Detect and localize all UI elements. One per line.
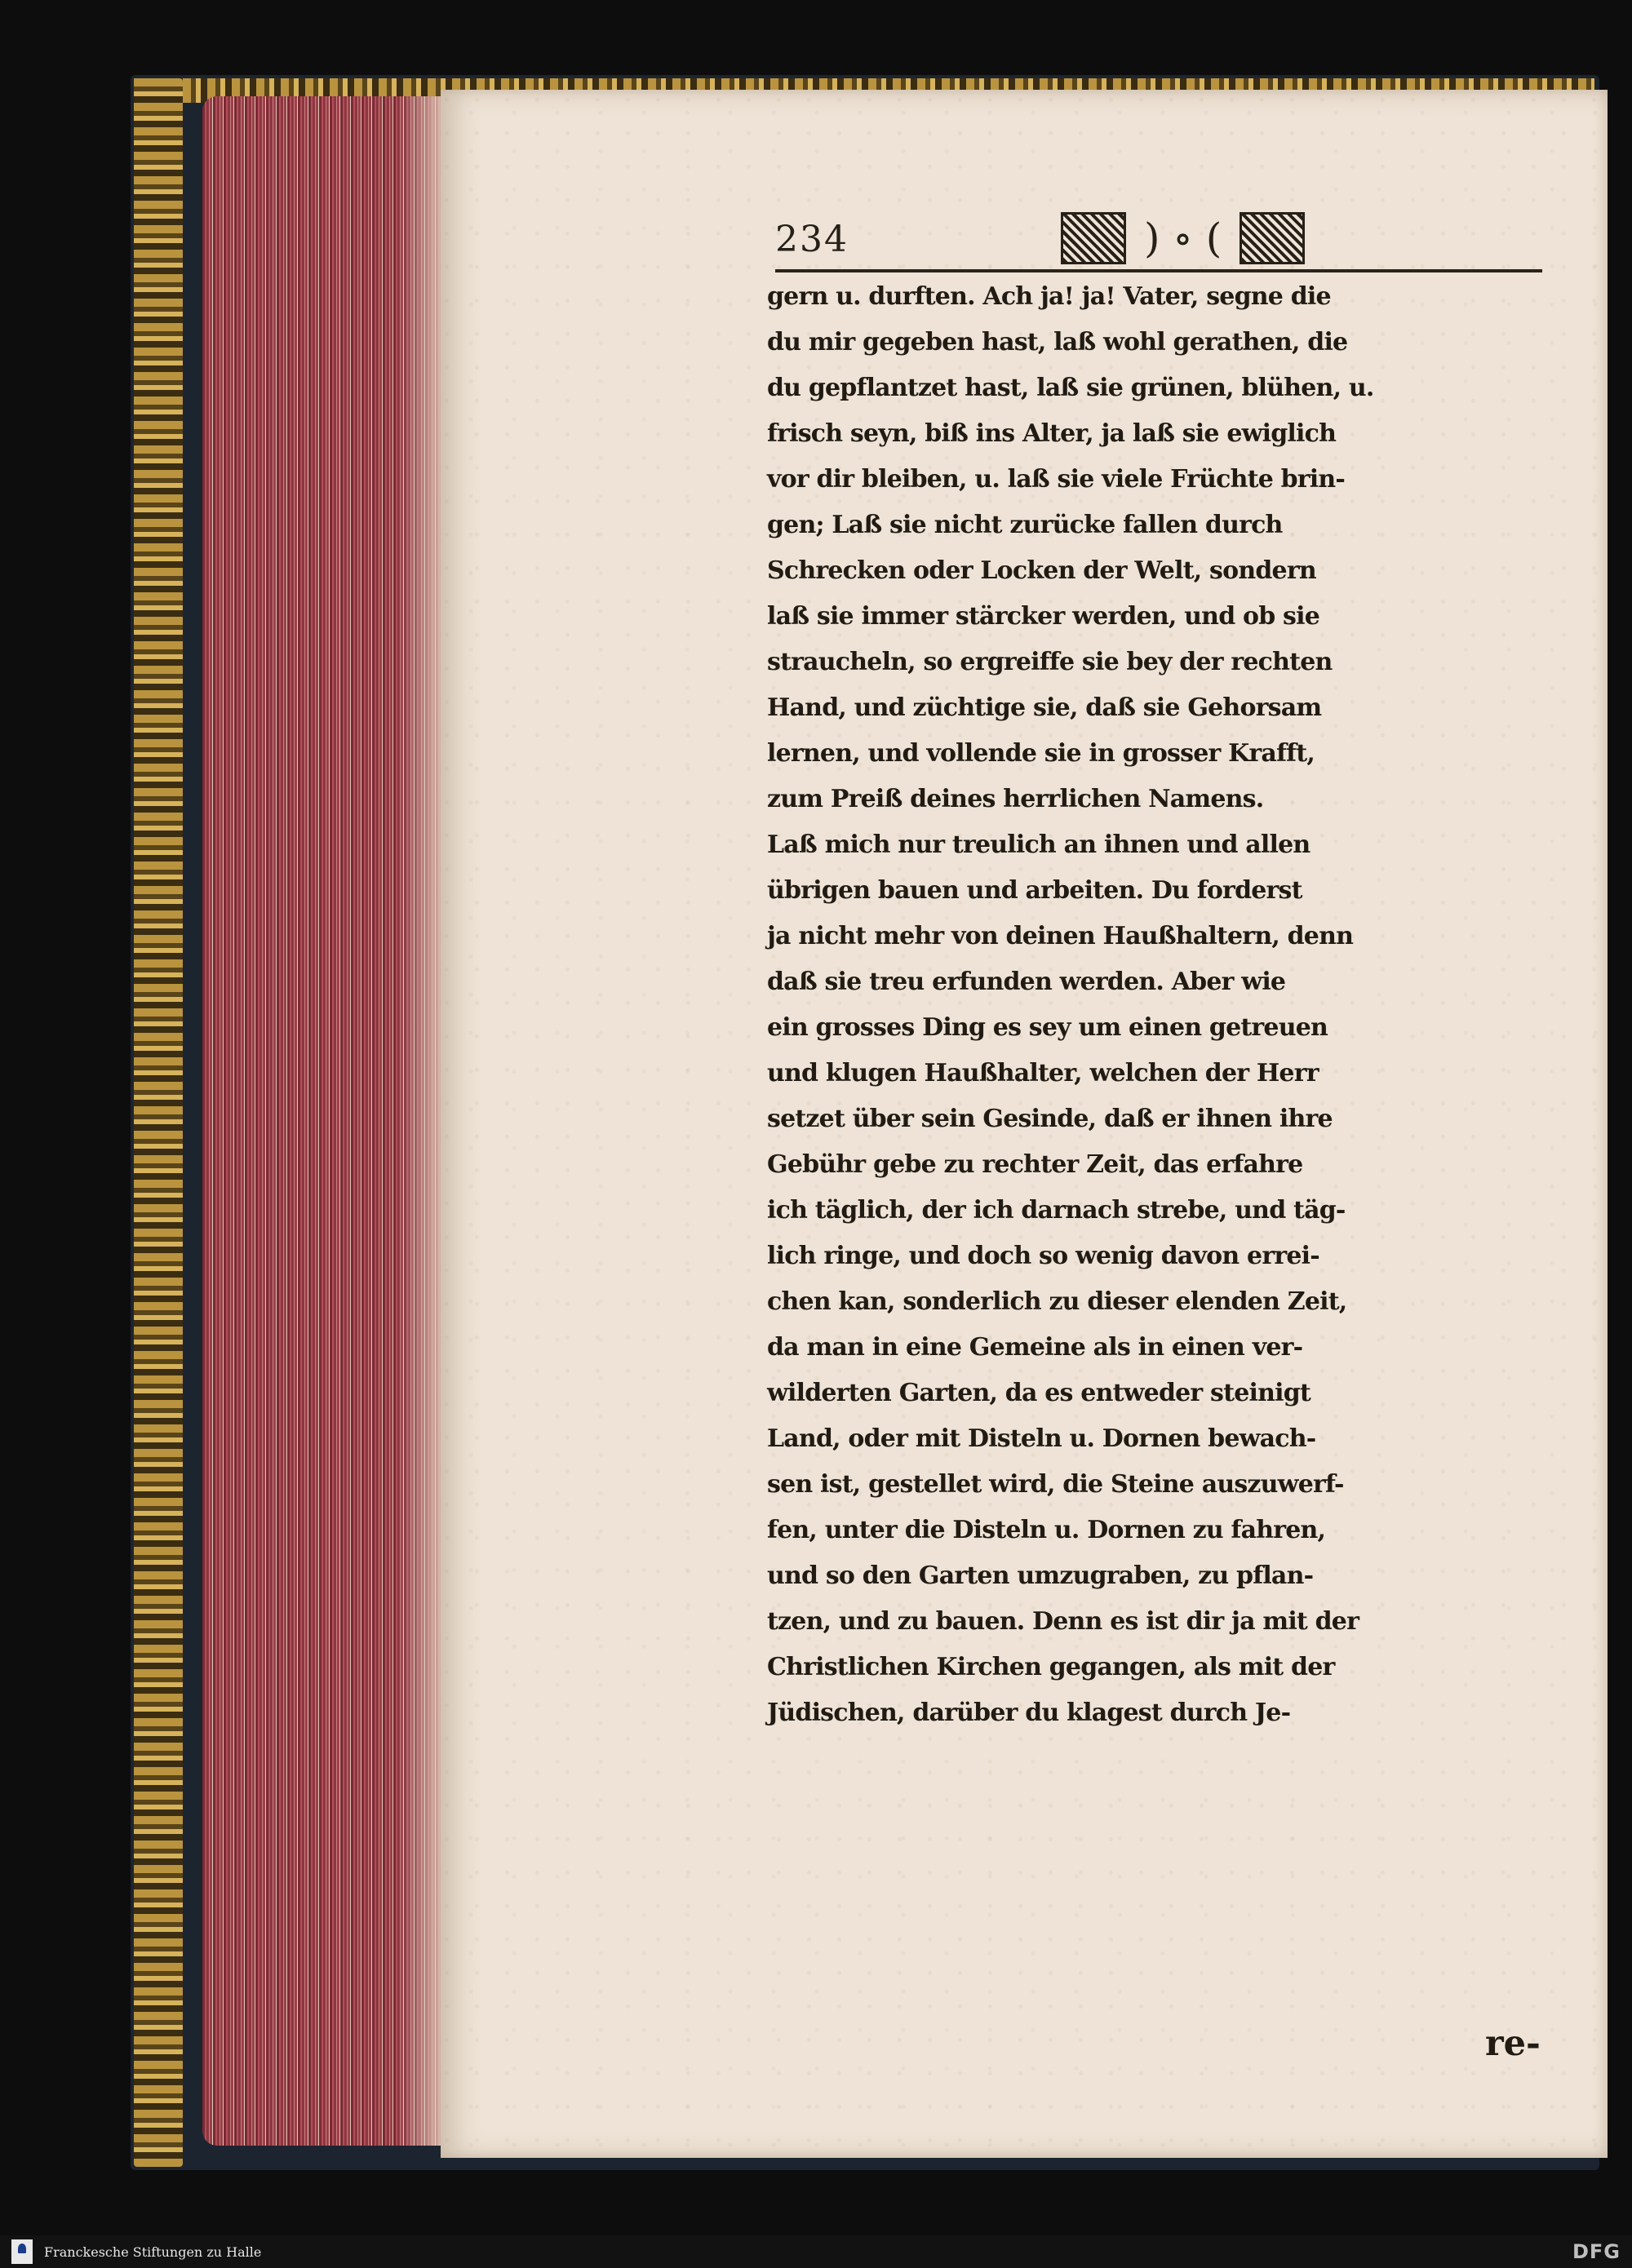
text-line: wilderten Garten, da es entweder steinigt — [767, 1379, 1310, 1407]
dfg-logo[interactable]: DFG — [1572, 2240, 1621, 2263]
text-line: zum Preiß deines herrlichen Namens. — [767, 785, 1264, 813]
text-line: lernen, und vollende sie in grosser Krafft, — [767, 739, 1315, 768]
text-line: ja nicht mehr von deinen Haußhaltern, denn — [767, 922, 1354, 950]
text-line: du gepflantzet hast, laß sie grünen, blühen, u. — [767, 374, 1374, 402]
text-line: und klugen Haußhalter, welchen der Herr — [767, 1059, 1319, 1087]
book-page — [441, 90, 1608, 2158]
text-line: fen, unter die Disteln u. Dornen zu fahren, — [767, 1516, 1326, 1544]
header-rule — [775, 269, 1542, 272]
text-line: übrigen bauen und arbeiten. Du forderst — [767, 876, 1302, 905]
text-line: da man in eine Gemeine als in einen ver- — [767, 1333, 1303, 1362]
text-line: du mir gegeben hast, laß wohl gerathen, die — [767, 328, 1348, 357]
text-line: ich täglich, der ich darnach strebe, und täg- — [767, 1196, 1346, 1225]
text-line: Gebühr gebe zu rechter Zeit, das erfahre — [767, 1150, 1303, 1179]
page-text — [767, 274, 1542, 1736]
text-line: Christlichen Kirchen gegangen, als mit der — [767, 1653, 1335, 1681]
text-line: Laß mich nur treulich an ihnen und allen — [767, 831, 1310, 859]
text-line: frisch seyn, biß ins Alter, ja laß sie ewiglich — [767, 419, 1337, 448]
text-line: sen ist, gestellet wird, die Steine auszuwerf- — [767, 1470, 1344, 1499]
text-line: chen kan, sonderlich zu dieser elenden Zeit, — [767, 1287, 1347, 1316]
text-line: tzen, und zu bauen. Denn es ist dir ja mit der — [767, 1607, 1359, 1636]
footer-bar — [0, 2235, 1632, 2268]
ornament-text: ) ∘ ( — [1144, 215, 1222, 262]
institution-name[interactable]: Franckesche Stiftungen zu Halle — [44, 2244, 262, 2260]
text-line: vor dir bleiben, u. laß sie viele Früchte brin- — [767, 465, 1346, 494]
text-line: laß sie immer stärcker werden, und ob sie — [767, 602, 1320, 631]
catchword: re- — [1485, 2023, 1541, 2064]
text-line: Hand, und züchtige sie, daß sie Gehorsam — [767, 693, 1322, 722]
text-line: und so den Garten umzugraben, zu pflan- — [767, 1561, 1314, 1590]
text-line: Jüdischen, darüber du klagest durch Je- — [767, 1699, 1291, 1727]
text-line: gern u. durften. Ach ja! ja! Vater, segne die — [767, 282, 1331, 311]
text-line: straucheln, so ergreiffe sie bey der rechten — [767, 648, 1333, 676]
text-line: setzet über sein Gesinde, daß er ihnen ihre — [767, 1105, 1333, 1133]
gilt-border-left — [134, 78, 183, 2167]
text-line: gen; Laß sie nicht zurücke fallen durch — [767, 511, 1283, 539]
ornament-block-icon — [1240, 212, 1305, 264]
page-number: 234 — [775, 219, 849, 260]
text-line: ein grosses Ding es sey um einen getreuen — [767, 1013, 1328, 1042]
page-edges — [202, 96, 447, 2146]
text-line: lich ringe, und doch so wenig davon errei- — [767, 1242, 1319, 1270]
text-line: daß sie treu erfunden werden. Aber wie — [767, 968, 1286, 996]
header-ornament — [1061, 214, 1330, 263]
text-line: Land, oder mit Disteln u. Dornen bewach- — [767, 1424, 1316, 1453]
institution-logo-icon — [11, 2239, 33, 2264]
ornament-block-icon — [1061, 212, 1126, 264]
text-line: Schrecken oder Locken der Welt, sondern — [767, 556, 1316, 585]
